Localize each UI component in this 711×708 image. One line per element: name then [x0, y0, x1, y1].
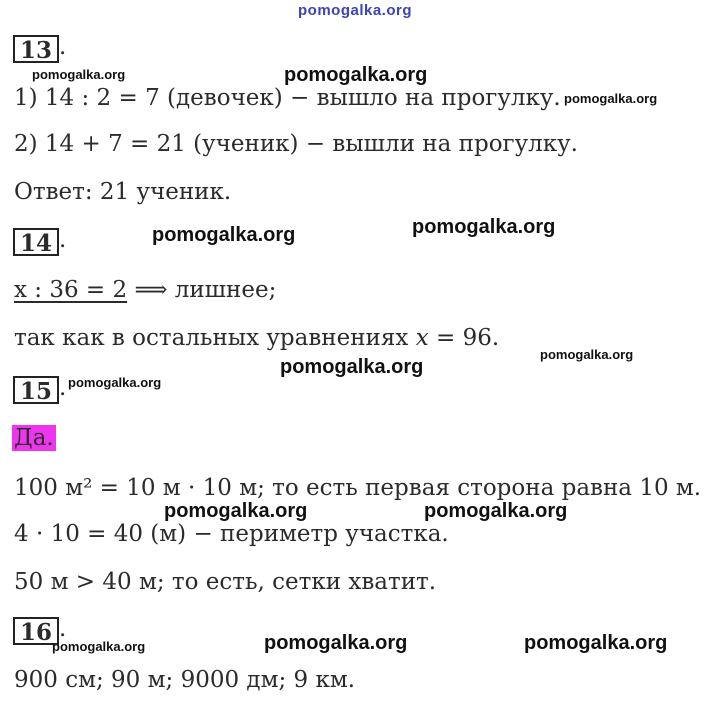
task-number-16: 16 . [13, 617, 59, 645]
task15-answer-line [12, 424, 56, 452]
task14-reason [14, 324, 499, 352]
watermark: pomogalka.org [424, 500, 568, 522]
task14-reason-var: x [415, 325, 429, 351]
task-number-label: 15 [20, 378, 53, 405]
task-number-14: 14 . [13, 228, 59, 256]
task14-equation-tail: ⟹ лишнее; [127, 277, 277, 303]
watermark: pomogalka.org [68, 375, 162, 390]
task16-conversions: 900 см; 90 м; 9000 дм; 9 км. [14, 667, 356, 693]
task13-step2: 2) 14 + 7 = 21 (ученик) − вышли на прогулку. [14, 131, 578, 157]
watermark: pomogalka.org [412, 216, 556, 238]
watermark: pomogalka.org [540, 347, 634, 362]
task13-answer: Ответ: 21 ученик. [14, 179, 232, 205]
task15-perimeter: 4 · 10 = 40 (м) − периметр участка. [14, 521, 449, 547]
task-number-label: 16 [20, 619, 53, 646]
watermark: pomogalka.org [524, 632, 668, 654]
task14-equation: x : 36 = 2 [14, 277, 128, 303]
task-number-label: 13 [20, 37, 53, 64]
watermark: pomogalka.org [564, 91, 658, 106]
task-number-label: 14 [20, 230, 53, 257]
task-number-13: 13 . [13, 35, 59, 63]
watermark: pomogalka.org [280, 356, 424, 378]
task14-reason-value: = 96. [428, 325, 500, 351]
watermark-top: pomogalka.org [298, 2, 413, 19]
task-number-15: 15 . [13, 376, 59, 404]
task13-step1: 1) 14 : 2 = 7 (девочек) − вышло на прогулку. [14, 85, 561, 111]
watermark: pomogalka.org [164, 500, 308, 522]
task15-answer-highlight: Да. [14, 425, 54, 451]
task15-area: 100 м² = 10 м · 10 м; то есть первая сторона равна 10 м. [14, 475, 702, 501]
task14-reason-text: так как в остальных уравнениях [14, 325, 416, 351]
watermark: pomogalka.org [32, 67, 126, 82]
watermark: pomogalka.org [284, 64, 428, 86]
task15-conclusion: 50 м > 40 м; то есть, сетки хватит. [14, 569, 437, 595]
watermark: pomogalka.org [52, 639, 146, 654]
watermark: pomogalka.org [264, 632, 408, 654]
task14-equation-line [14, 276, 276, 304]
watermark: pomogalka.org [152, 224, 296, 246]
